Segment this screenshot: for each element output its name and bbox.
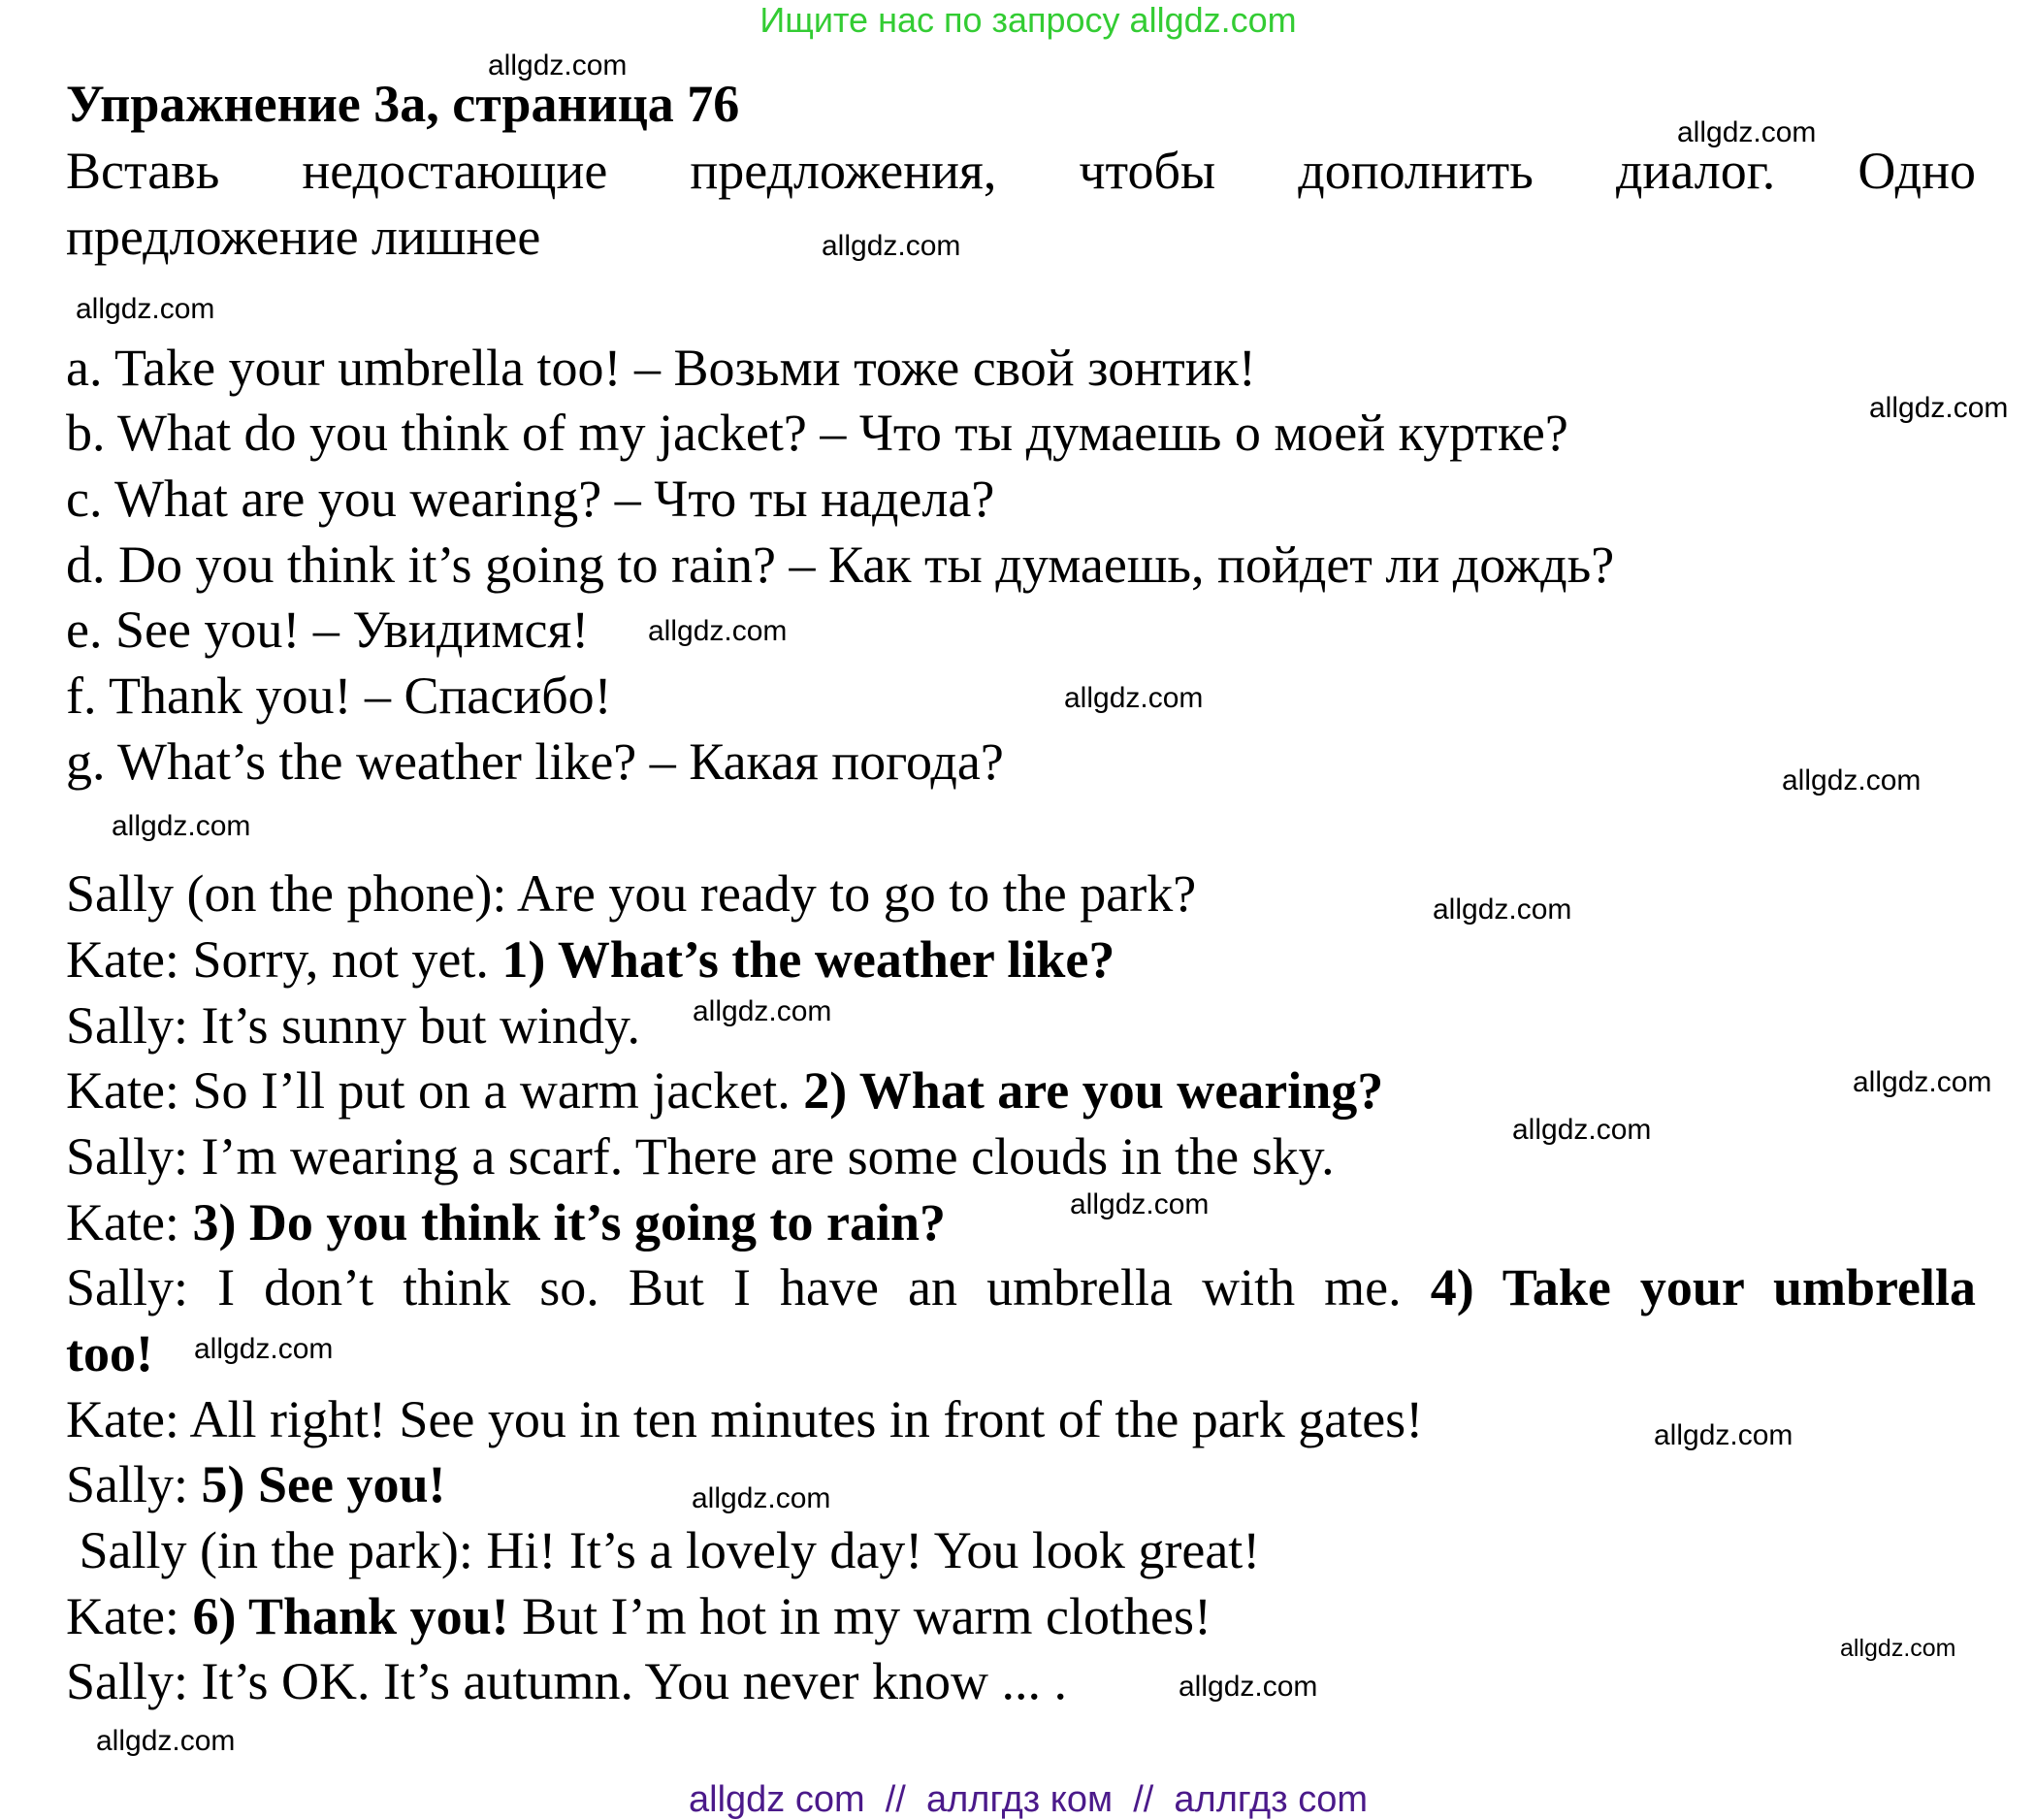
answer: 2) What are you wearing? bbox=[803, 1061, 1384, 1120]
instruction-line-2: предложение лишнее bbox=[66, 208, 541, 266]
watermark: allgdz.com bbox=[194, 1333, 334, 1365]
watermark: allgdz.com bbox=[1869, 392, 2009, 424]
dialogue-line-cont: too! bbox=[66, 1324, 153, 1382]
dialogue-line: Sally: 5) See you! bbox=[66, 1455, 446, 1513]
watermark: allgdz.com bbox=[1064, 682, 1204, 714]
dialogue-line: Sally (on the phone): Are you ready to go to the park? bbox=[66, 864, 1197, 923]
bottom-banner: allgdz com // аллгдз ком // аллгдз com bbox=[689, 1779, 1368, 1820]
watermark: allgdz.com bbox=[112, 810, 251, 842]
watermark: allgdz.com bbox=[1512, 1114, 1652, 1146]
page-title: Упражнение 3а, страница 76 bbox=[66, 75, 740, 133]
watermark: allgdz.com bbox=[693, 995, 832, 1027]
option-c: c. What are you wearing? – Что ты надела? bbox=[66, 470, 995, 528]
dialogue-line: Sally: I’m wearing a scarf. There are some clouds in the sky. bbox=[66, 1127, 1335, 1186]
watermark: allgdz.com bbox=[1853, 1066, 1992, 1098]
dialogue-line: Sally: It’s sunny but windy. bbox=[66, 996, 641, 1055]
watermark: allgdz.com bbox=[1070, 1188, 1210, 1220]
option-e: e. See you! – Увидимся! bbox=[66, 601, 590, 659]
answer: 3) Do you think it’s going to rain? bbox=[192, 1193, 947, 1251]
answer: 1) What’s the weather like? bbox=[501, 930, 1115, 989]
watermark: allgdz.com bbox=[648, 615, 788, 647]
option-f: f. Thank you! – Спасибо! bbox=[66, 666, 612, 725]
watermark: allgdz.com bbox=[1179, 1671, 1318, 1703]
option-a: a. Take your umbrella too! – Возьми тоже свой зонтик! bbox=[66, 339, 1256, 397]
watermark: allgdz.com bbox=[1433, 894, 1572, 926]
option-d: d. Do you think it’s going to rain? – Как ты думаешь, пойдет ли дождь? bbox=[66, 536, 1615, 594]
instruction-line-1: Вставь недостающие предложения, чтобы дополнить диалог. Одно bbox=[66, 142, 1976, 200]
dialogue-line: Kate: All right! See you in ten minutes in front of the park gates! bbox=[66, 1390, 1424, 1448]
dialogue-line: Kate: Sorry, not yet. 1) What’s the weather like? bbox=[66, 930, 1115, 989]
answer: 4) Take your umbrella bbox=[1430, 1258, 1977, 1316]
watermark: allgdz.com bbox=[1840, 1635, 1956, 1662]
answer: 5) See you! bbox=[201, 1455, 446, 1513]
option-b: b. What do you think of my jacket? – Что ты думаешь о моей куртке? bbox=[66, 404, 1568, 462]
watermark: allgdz.com bbox=[96, 1725, 236, 1757]
watermark: allgdz.com bbox=[1782, 764, 1922, 796]
dialogue-line: Kate: 6) Thank you! But I’m hot in my warm clothes! bbox=[66, 1587, 1211, 1645]
watermark: allgdz.com bbox=[692, 1482, 831, 1514]
watermark: allgdz.com bbox=[76, 293, 215, 325]
dialogue-line: Kate: So I’ll put on a warm jacket. 2) What are you wearing? bbox=[66, 1061, 1384, 1120]
watermark: allgdz.com bbox=[488, 49, 628, 81]
dialogue-line: Kate: 3) Do you think it’s going to rain? bbox=[66, 1193, 947, 1251]
watermark: allgdz.com bbox=[1677, 116, 1817, 148]
dialogue-line: Sally (in the park): Hi! It’s a lovely day! You look great! bbox=[66, 1521, 1261, 1579]
watermark: allgdz.com bbox=[1654, 1419, 1793, 1451]
watermark: allgdz.com bbox=[822, 230, 961, 262]
dialogue-line: Sally: I don’t think so. But I have an umbrella with me. 4) Take your umbrella bbox=[66, 1258, 1977, 1316]
top-banner: Ищите нас по запросу allgdz.com bbox=[759, 0, 1297, 40]
dialogue-line: Sally: It’s OK. It’s autumn. You never know ... . bbox=[66, 1652, 1067, 1710]
option-g: g. What’s the weather like? – Какая погода? bbox=[66, 732, 1004, 791]
answer: 6) Thank you! bbox=[192, 1587, 509, 1645]
